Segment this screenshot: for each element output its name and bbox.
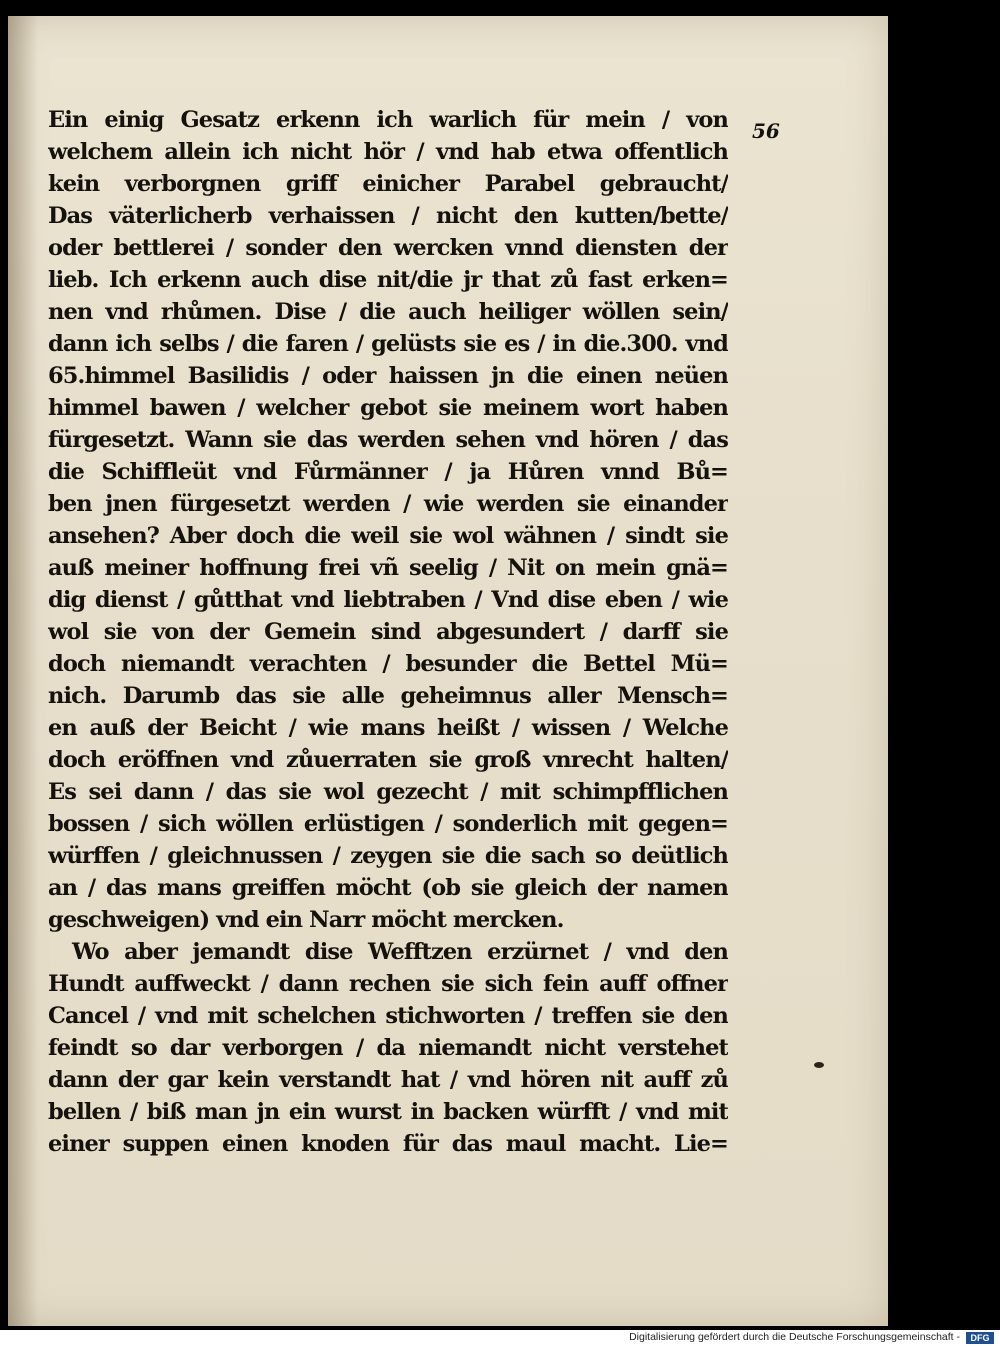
text-line: lieb. Ich erkenn auch dise nit/die jr that zů fast erken=: [48, 267, 728, 293]
text-line: die Schiffleüt vnd Fůrmänner / ja Hůren vnnd Bů=: [48, 459, 728, 485]
funding-credit: Digitalisierung gefördert durch die Deutsche Forschungsgemeinschaft -: [629, 1331, 960, 1343]
page-text-block: [48, 104, 728, 1160]
dfg-logo-icon: DFG: [966, 1332, 994, 1344]
text-line: Wo aber jemandt dise Wefftzen erzürnet / vnd den: [72, 939, 728, 965]
text-line: geschweigen) vnd ein Narr möcht mercken.: [48, 907, 564, 933]
text-line: kein verborgnen griff einicher Parabel gebraucht/: [48, 171, 728, 197]
text-line: dann ich selbs / die faren / gelüsts sie es / in die.300. vnd: [48, 331, 728, 357]
text-line: würffen / gleichnussen / zeygen sie die sach so deütlich: [48, 843, 728, 869]
text-line: auß meiner hoffnung frei vñ seelig / Nit on mein gnä=: [48, 555, 728, 581]
text-line: ben jnen fürgesetzt werden / wie werden sie einander: [48, 491, 728, 517]
text-line: welchem allein ich nicht hör / vnd hab etwa offentlich: [48, 139, 728, 165]
text-line: Ein einig Gesatz erkenn ich warlich für mein / von: [48, 107, 728, 133]
text-line: 65.himmel Basilidis / oder haissen jn die einen neüen: [48, 363, 728, 389]
text-line: einer suppen einen knoden für das maul macht. Lie=: [48, 1131, 728, 1157]
text-line: fürgesetzt. Wann sie das werden sehen vnd hören / das: [48, 427, 728, 453]
text-line: feindt so dar verborgen / da niemandt nicht verstehet: [48, 1035, 728, 1061]
text-line: Hundt auffweckt / dann rechen sie sich fein auff offner: [48, 971, 728, 997]
text-line: wol sie von der Gemein sind abgesundert / darff sie: [48, 619, 728, 645]
footer-bar: [0, 1330, 1000, 1347]
text-line: nich. Darumb das sie alle geheimnus aller Mensch=: [48, 683, 728, 709]
text-line: doch eröffnen vnd zůuerraten sie groß vnrecht halten/: [48, 747, 728, 773]
text-line: bossen / sich wöllen erlüstigen / sonderlich mit gegen=: [48, 811, 728, 837]
text-line: nen vnd rhůmen. Dise / die auch heiliger wöllen sein/: [48, 299, 728, 325]
ink-spot: [814, 1062, 824, 1068]
page-number: 56: [752, 119, 780, 143]
text-line: ansehen? Aber doch die weil sie wol wähnen / sindt sie: [48, 523, 728, 549]
text-line: Cancel / vnd mit schelchen stichworten / treffen sie den: [48, 1003, 728, 1029]
book-page-scan: [8, 16, 888, 1326]
text-line: dig dienst / gůtthat vnd liebtraben / Vnd dise eben / wie: [48, 587, 728, 613]
text-line: an / das mans greiffen möcht (ob sie gleich der namen: [48, 875, 728, 901]
text-line: Es sei dann / das sie wol gezecht / mit schimpfflichen: [48, 779, 728, 805]
text-line: himmel bawen / welcher gebot sie meinem wort haben: [48, 395, 728, 421]
text-line: Das väterlicherb verhaissen / nicht den kutten/bette/: [48, 203, 728, 229]
text-line: doch niemandt verachten / besunder die Bettel Mü=: [48, 651, 728, 677]
text-line: oder bettlerei / sonder den wercken vnnd diensten der: [48, 235, 728, 261]
text-line: en auß der Beicht / wie mans heißt / wissen / Welche: [48, 715, 728, 741]
text-line: dann der gar kein verstandt hat / vnd hören nit auff zů: [48, 1067, 728, 1093]
text-line: bellen / biß man jn ein wurst in backen würfft / vnd mit: [48, 1099, 728, 1125]
